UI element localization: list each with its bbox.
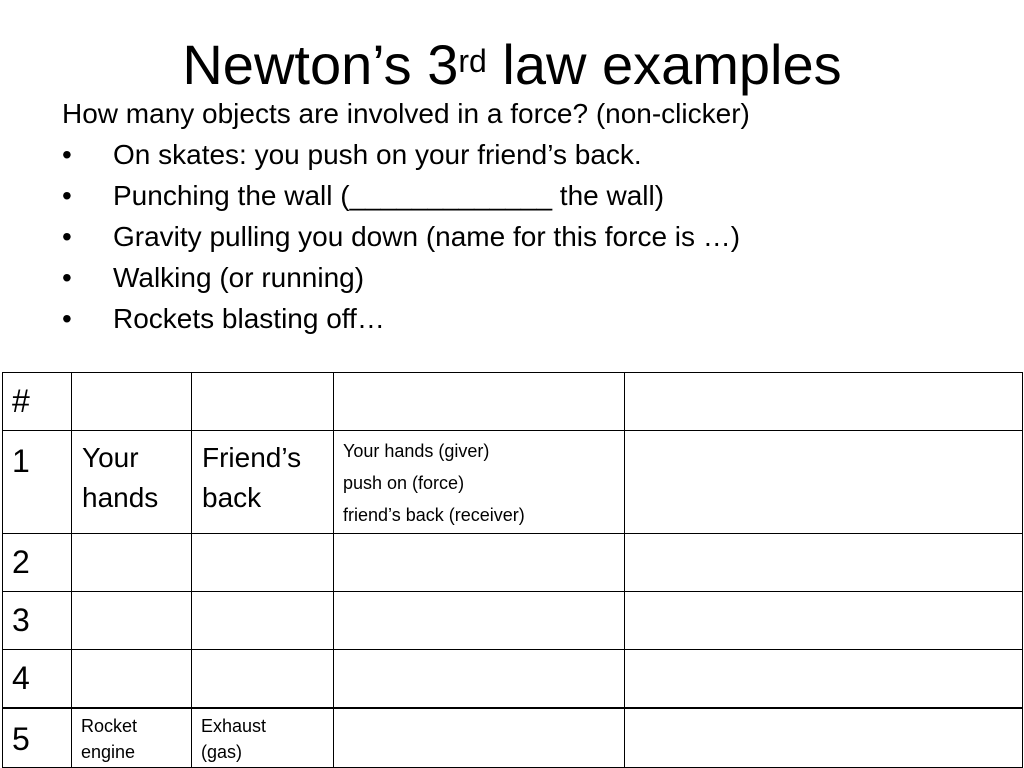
bullet-dot: •: [62, 262, 72, 293]
bullet-dot: •: [62, 221, 72, 252]
table-cell: [625, 592, 1023, 650]
bullet-text: Walking (or running): [113, 262, 365, 293]
slide-title: [0, 30, 1024, 100]
table-cell: [72, 431, 192, 534]
bullet-text: On skates: you push on your friend’s back.: [113, 139, 642, 170]
table-row: [3, 650, 1023, 708]
bullet-item: [62, 257, 1002, 298]
cell-line: push on (force): [343, 473, 465, 493]
table-cell: [72, 592, 192, 650]
table-cell: [625, 431, 1023, 534]
title-main: Newton’s 3: [182, 33, 459, 96]
cell-line: engine: [81, 741, 136, 762]
row-number: 1: [12, 443, 30, 479]
row-number-cell: [3, 708, 72, 768]
row-number: 4: [12, 660, 30, 696]
bullet-text: Rockets blasting off…: [113, 303, 385, 334]
cell-line: hands: [82, 482, 159, 513]
table-header-row: [3, 373, 1023, 431]
table-cell: [334, 708, 625, 768]
bullet-dot: •: [62, 180, 72, 211]
table-row: [3, 592, 1023, 650]
table-cell: [192, 650, 334, 708]
table-cell: [192, 592, 334, 650]
title-rest: law examples: [486, 33, 842, 96]
bullet-item: [62, 216, 1002, 257]
row-number-cell: [3, 534, 72, 592]
table-header-cell: [192, 373, 334, 431]
table-header-cell: [3, 373, 72, 431]
row-number-cell: [3, 431, 72, 534]
cell-line: friend’s back (receiver): [343, 505, 525, 525]
table-cell: [192, 534, 334, 592]
table-cell: [334, 431, 625, 534]
table-cell: [625, 534, 1023, 592]
row-number-cell: [3, 650, 72, 708]
bullet-item: [62, 134, 1002, 175]
table-row: [3, 431, 1023, 534]
table-header-cell: [625, 373, 1023, 431]
question-text: How many objects are involved in a force? (non-clicker): [62, 98, 750, 129]
row-number: 3: [12, 602, 30, 638]
bullet-text: Gravity pulling you down (name for this force is …): [113, 221, 741, 252]
cell-line: Your: [82, 442, 139, 473]
table-cell: [192, 431, 334, 534]
worksheet-table: [2, 372, 1023, 768]
slide-body: [62, 93, 1002, 339]
cell-line: Friend’s: [202, 442, 302, 473]
bullet-text: Punching the wall (_____________ the wall): [113, 180, 665, 211]
table-cell: [334, 592, 625, 650]
row-number: 2: [12, 544, 30, 580]
cell-line: back: [202, 482, 262, 513]
table-header-cell: [334, 373, 625, 431]
cell-line: Your hands (giver): [343, 441, 490, 461]
table-cell: [72, 534, 192, 592]
table-cell: [72, 650, 192, 708]
table-row: [3, 534, 1023, 592]
table-cell: [192, 708, 334, 768]
bullet-dot: •: [62, 303, 72, 334]
bullet-list: [62, 134, 1002, 339]
cell-line: (gas): [201, 741, 243, 762]
table-cell: [334, 534, 625, 592]
bullet-item: [62, 298, 1002, 339]
table-cell: [625, 708, 1023, 768]
cell-line: Exhaust: [201, 715, 267, 736]
title-superscript: rd: [458, 43, 487, 79]
table-header-cell: [72, 373, 192, 431]
bullet-dot: •: [62, 139, 72, 170]
cell-line: Rocket: [81, 715, 138, 736]
row-number: 5: [12, 720, 30, 757]
table-cell: [625, 650, 1023, 708]
header-number-label: #: [12, 383, 30, 419]
bullet-item: [62, 175, 1002, 216]
table-cell: [72, 708, 192, 768]
table-cell: [334, 650, 625, 708]
table-row: [3, 708, 1023, 768]
row-number-cell: [3, 592, 72, 650]
